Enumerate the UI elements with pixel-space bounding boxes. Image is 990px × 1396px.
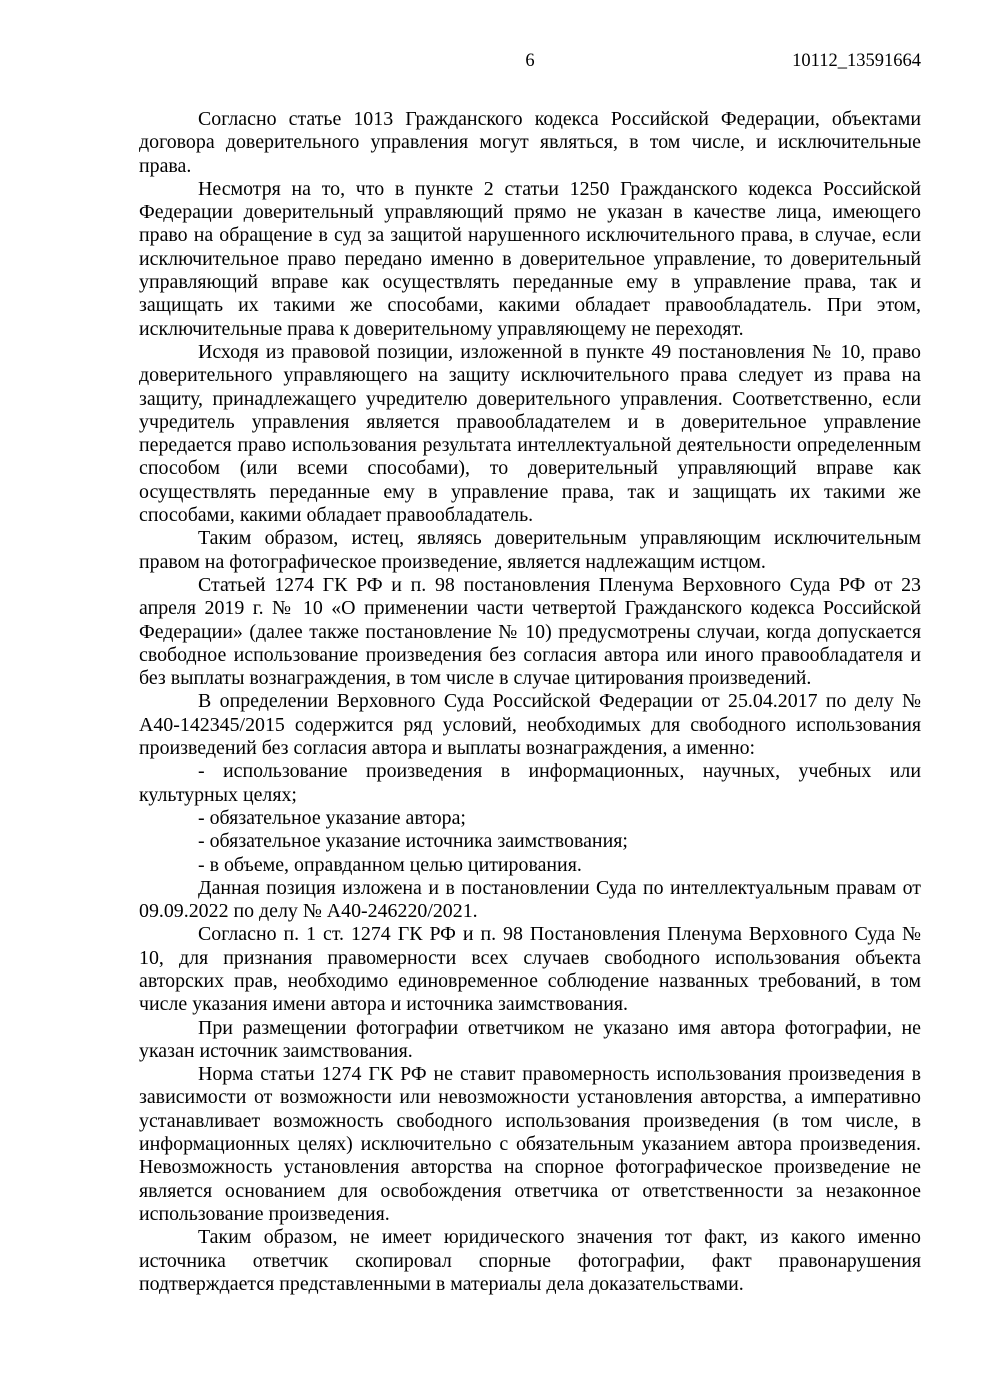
- paragraph: Норма статьи 1274 ГК РФ не ставит правомерность использования произведения в зависимости от возможности или невозможности установления авторства, а императивно устанавливает возможность свободного использования произведения (в том числе, в информационных целях) исключительно с обязательным указанием автора произведения. Невозможность установления авторства на спорное фотографическое произведение не является основанием для освобождения ответчика от ответственности за незаконное использование произведения.: [139, 1063, 921, 1225]
- paragraph: Таким образом, не имеет юридического значения тот факт, из какого именно источника ответчик скопировал спорные фотографии, факт правонарушения подтверждается представленными в материалы дела доказательствами.: [139, 1226, 921, 1295]
- paragraph: Исходя из правовой позиции, изложенной в пункте 49 постановления № 10, право доверительного управляющего на защиту исключительного права следует из права на защиту, принадлежащего учредителю доверительного управления. Соответственно, если учредитель управления является правообладателем и в доверительное управление передается право использования результата интеллектуальной деятельности определенным способом (или всеми способами), то доверительный управляющий вправе как осуществлять переданные ему в управление права, так и защищать их такими же способами, какими обладает правообладатель.: [139, 340, 921, 527]
- document-id: 10112_13591664: [792, 51, 921, 71]
- paragraph: Данная позиция изложена и в постановлении Суда по интеллектуальным правам от 09.09.2022 по делу № А40-246220/2021.: [139, 876, 921, 923]
- document-body: [139, 108, 921, 1296]
- paragraph: Согласно статье 1013 Гражданского кодекса Российской Федерации, объектами договора доверительного управления могут являться, в том числе, и исключительные права.: [139, 108, 921, 177]
- list-item: - обязательное указание источника заимствования;: [198, 830, 628, 853]
- paragraph: Статьей 1274 ГК РФ и п. 98 постановления Пленума Верховного Суда РФ от 23 апреля 2019 г. № 10 «О применении части четвертой Гражданского кодекса Российской Федерации» (далее также постановление № 10) предусмотрены случаи, когда допускается свободное использование произведения без согласия автора или иного правообладателя и без выплаты вознаграждения, в том числе в случае цитирования произведений.: [139, 573, 921, 690]
- page-number: 6: [525, 51, 535, 71]
- list-item: - использование произведения в информационных, научных, учебных или культурных целях;: [139, 760, 921, 806]
- paragraph: В определении Верховного Суда Российской Федерации от 25.04.2017 по делу № А40-142345/2015 содержится ряд условий, необходимых для свободного использования произведений без согласия автора и выплаты вознаграждения, а именно:: [139, 690, 921, 760]
- paragraph: При размещении фотографии ответчиком не указано имя автора фотографии, не указан источник заимствования.: [139, 1016, 921, 1062]
- list-item: - в объеме, оправданном целью цитирования.: [198, 853, 582, 876]
- paragraph: Несмотря на то, что в пункте 2 статьи 1250 Гражданского кодекса Российской Федерации доверительный управляющий прямо не указан в качестве лица, имеющего право на обращение в суд за защитой нарушенного исключительного права, в случае, если исключительное право передано именно в доверительное управление, то доверительный управляющий вправе как осуществлять переданные ему в управление права, так и защищать их такими же способами, какими обладает правообладатель. При этом, исключительные права к доверительному управляющему не переходят.: [139, 177, 921, 340]
- page-header: [139, 49, 921, 73]
- paragraph: Таким образом, истец, являясь доверительным управляющим исключительным правом на фотографическое произведение, является надлежащим истцом.: [139, 527, 921, 573]
- paragraph: Согласно п. 1 ст. 1274 ГК РФ и п. 98 Постановления Пленума Верховного Суда № 10, для признания правомерности всех случаев свободного использования объекта авторских прав, необходимо единовременное соблюдение названных требований, в том числе указания имени автора и источника заимствования.: [139, 923, 921, 1016]
- list-item: - обязательное указание автора;: [198, 806, 466, 829]
